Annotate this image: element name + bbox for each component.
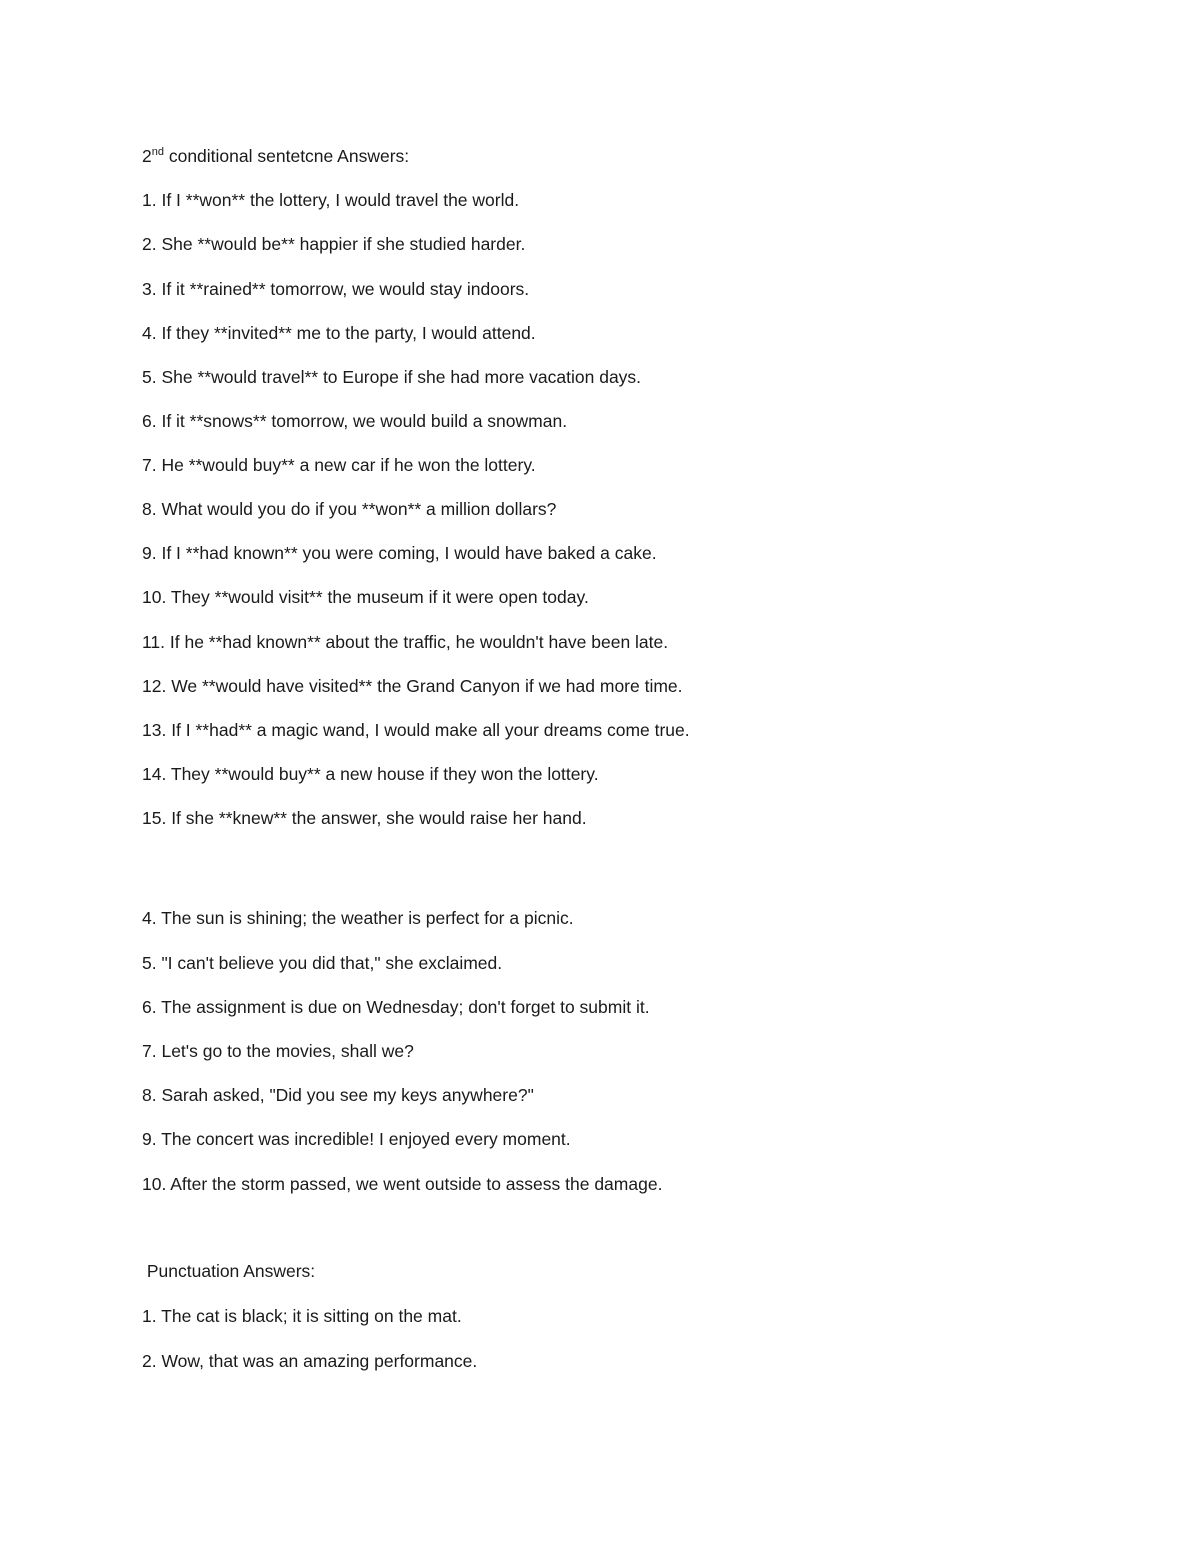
punctuation-answer-2: 2. Wow, that was an amazing performance. bbox=[142, 1351, 478, 1371]
conditional-answer-13: 13. If I **had** a magic wand, I would make all your dreams come true. bbox=[142, 720, 690, 740]
conditional-answer-7: 7. He **would buy** a new car if he won the lottery. bbox=[142, 455, 536, 475]
punctuation-example-4: 4. The sun is shining; the weather is perfect for a picnic. bbox=[142, 908, 574, 928]
section-heading-punctuation: Punctuation Answers: bbox=[142, 1261, 316, 1281]
punctuation-example-7: 7. Let's go to the movies, shall we? bbox=[142, 1041, 414, 1061]
page-title bbox=[142, 145, 409, 167]
punctuation-answer-1: 1. The cat is black; it is sitting on the mat. bbox=[142, 1306, 462, 1326]
punctuation-example-6: 6. The assignment is due on Wednesday; don't forget to submit it. bbox=[142, 997, 650, 1017]
title-number: 2 bbox=[142, 146, 152, 166]
conditional-answer-14: 14. They **would buy** a new house if they won the lottery. bbox=[142, 764, 599, 784]
conditional-answer-11: 11. If he **had known** about the traffic, he wouldn't have been late. bbox=[142, 632, 669, 652]
conditional-answer-15: 15. If she **knew** the answer, she would raise her hand. bbox=[142, 808, 587, 828]
conditional-answer-1: 1. If I **won** the lottery, I would travel the world. bbox=[142, 190, 520, 210]
conditional-answer-5: 5. She **would travel** to Europe if she had more vacation days. bbox=[142, 367, 642, 387]
conditional-answer-8: 8. What would you do if you **won** a million dollars? bbox=[142, 499, 557, 519]
punctuation-example-5: 5. "I can't believe you did that," she exclaimed. bbox=[142, 953, 503, 973]
conditional-answer-6: 6. If it **snows** tomorrow, we would build a snowman. bbox=[142, 411, 568, 431]
title-superscript: nd bbox=[151, 146, 164, 159]
punctuation-example-10: 10. After the storm passed, we went outside to assess the damage. bbox=[142, 1174, 663, 1194]
punctuation-example-9: 9. The concert was incredible! I enjoyed every moment. bbox=[142, 1129, 571, 1149]
conditional-answer-10: 10. They **would visit** the museum if it were open today. bbox=[142, 587, 589, 607]
conditional-answer-4: 4. If they **invited** me to the party, I would attend. bbox=[142, 323, 536, 343]
conditional-answer-12: 12. We **would have visited** the Grand Canyon if we had more time. bbox=[142, 676, 683, 696]
title-text: conditional sentetcne Answers: bbox=[163, 146, 410, 166]
punctuation-example-8: 8. Sarah asked, "Did you see my keys anywhere?" bbox=[142, 1085, 534, 1105]
conditional-answer-2: 2. She **would be** happier if she studied harder. bbox=[142, 234, 526, 254]
conditional-answer-3: 3. If it **rained** tomorrow, we would stay indoors. bbox=[142, 279, 530, 299]
conditional-answer-9: 9. If I **had known** you were coming, I would have baked a cake. bbox=[142, 543, 657, 563]
